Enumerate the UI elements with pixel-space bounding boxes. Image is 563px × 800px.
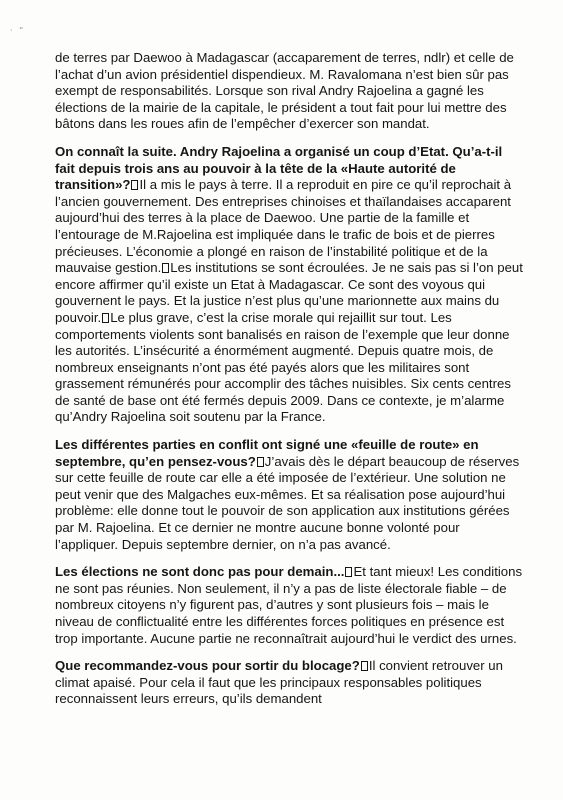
interview-paragraph-blockage [55, 658, 525, 708]
answer-text: Il convient retrouver un climat apaisé. Pour cela il faut que les principaux responsables politiques reconnaissent leurs erreurs, qu’ils demandent [55, 658, 503, 707]
question-text: Les élections ne sont donc pas pour demain... [55, 564, 345, 580]
missing-glyph-box [131, 180, 138, 190]
answer-text: de terres par Daewoo à Madagascar (accaparement de terres, ndlr) et celle de l’achat d’un avion présidentiel dispendieux. M. Ravalomana n’est bien sûr pas exempt de responsabilités. Lorsque son rival Andry Rajoelina a gagné les élections de la mairie de la capitale, le président a tout fait pour lui mettre des bâtons dans les roues afin de l’empêcher d’exercer son mandat. [55, 50, 514, 132]
question-text: On connaît la suite. Andry Rajoelina a organisé un coup d’Etat. Qu’a-t-il fait depuis trois ans au pouvoir à la tête de la «Haute autorité de transition»? [55, 143, 503, 193]
missing-glyph-box [102, 313, 109, 323]
interview-paragraph-coup [55, 144, 525, 426]
missing-glyph-box [361, 661, 368, 671]
answer-text: J’avais dès le départ beaucoup de réserves sur cette feuille de route car elle a été imposée de l’extérieur. Une solution ne peut venir que des Malgaches eux-mêmes. Et sa réalisation pose aujourd’hui problème: elle donne tout le pouvoir de son application aux institutions gérées par M. Rajoelina. Et ce dernier ne montre aucune bonne volonté pour l’appliquer. Depuis septembre dernier, on n’a pas avancé. [55, 453, 520, 552]
missing-glyph-box [345, 567, 352, 577]
scan-mark: · “ [10, 26, 26, 35]
answer-text: Il a mis le pays à terre. Il a reproduit en pire ce qu’il reprochait à l’ancien gouvernement. Des entreprises chinoises et thaïlandaises accaparent aujourd’hui des terres à la place de Daewoo. Une partie de la famille et l’entourage de M.Rajoelina est impliquée dans le trafic de bois et de pierres précieuses. L’économie a plongé en raison de l’instabilité politique et de la mauvaise gestion. [55, 177, 512, 276]
interview-paragraph-roadmap [55, 437, 525, 553]
question-text: Les différentes parties en conflit ont signé une «feuille de route» en septembre, qu’en pensez-vous? [55, 437, 479, 469]
answer-text: Et tant mieux! Les conditions ne sont pas réunies. Non seulement, il n’y a pas de liste électorale fiable – de nombreux citoyens n’y figurent pas, d’autres y sont plusieurs fois – mais le niveau de conflictualité entre les différentes forces politiques en présence est trop importante. Aucune partie ne reconnaîtrait aujourd’hui le verdict des urnes. [55, 564, 523, 646]
article-body [55, 50, 525, 719]
answer-text: Les institutions se sont écroulées. Je ne sais pas si l’on peut encore affirmer qu’il existe un Etat à Madagascar. Ce sont des voyous qui gouvernent le pays. Et la justice n’est plus qu’une marionnette aux mains du pouvoir. [55, 260, 523, 325]
missing-glyph-box [162, 263, 169, 273]
question-text: Que recommandez-vous pour sortir du blocage? [55, 658, 360, 674]
answer-text: Le plus grave, c’est la crise morale qui rejaillit sur tout. Les comportements violents sont banalisés en raison de l’exemple que leur donne les autorités. L’insécurité a énormément augmenté. Depuis quatre mois, de nombreux enseignants n’ont pas été payés alors que les militaires sont grassement rémunérés pour accomplir des tâches nuisibles. Six cents centres de santé de base ont été fermés depuis 2009. Dans ce contexte, je m’alarme qu’Andry Rajoelina soit soutenu par la France. [55, 309, 511, 425]
missing-glyph-box [257, 457, 264, 467]
paragraph-continuation [55, 50, 525, 133]
interview-paragraph-elections [55, 564, 525, 647]
